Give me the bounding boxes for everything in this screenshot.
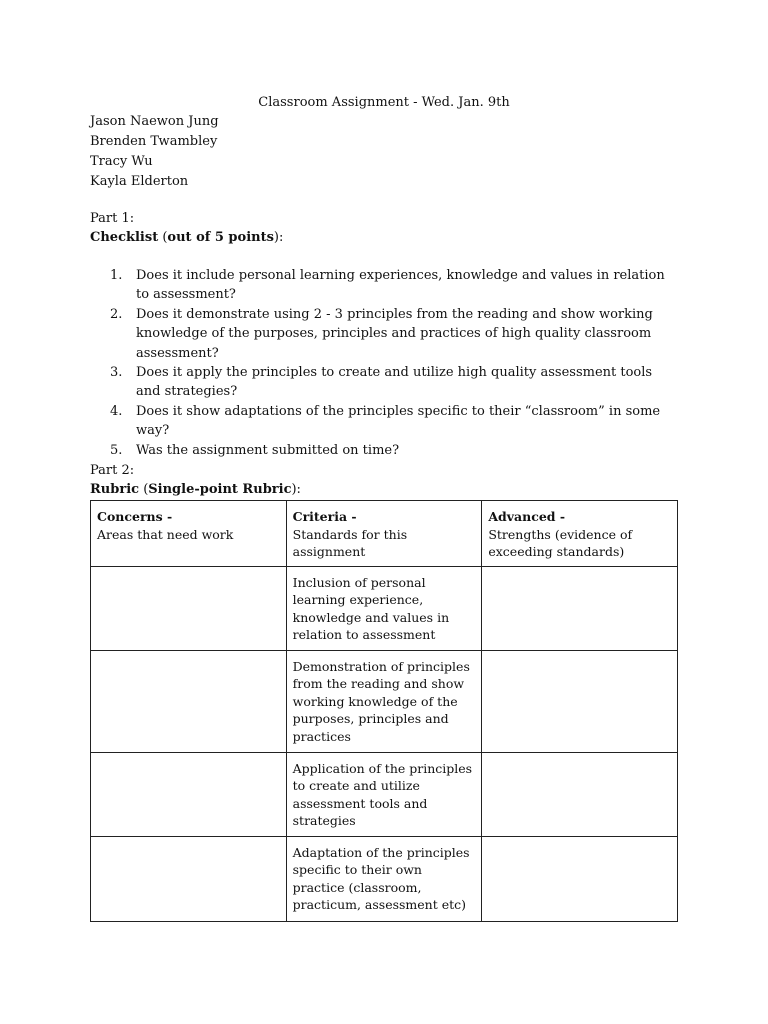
criteria-cell: Application of the principles to create and utilize assessment tools and strategies (286, 752, 482, 836)
author-name: Tracy Wu (90, 154, 153, 169)
part2-heading (90, 480, 301, 499)
author-name: Brenden Twambley (90, 134, 218, 149)
header-criteria (286, 501, 482, 567)
checklist-item (90, 305, 680, 363)
item-number: 1. (110, 268, 123, 283)
heading-bold: Rubric (90, 482, 140, 497)
header-title: Criteria - (292, 509, 357, 524)
heading-plain: ): (273, 230, 284, 245)
heading-plain: ( (139, 482, 149, 497)
checklist-item (90, 402, 680, 441)
item-number: 4. (110, 403, 123, 419)
item-number: 5. (110, 442, 123, 458)
advanced-cell (482, 566, 678, 650)
item-text: Was the assignment submitted on time? (136, 442, 400, 458)
author-list (90, 112, 219, 192)
checklist (90, 266, 680, 460)
concerns-cell (91, 752, 287, 836)
advanced-cell (482, 836, 678, 921)
item-text: Does it apply the principles to create and utilize high quality assessment tools and strategies? (136, 365, 653, 400)
advanced-cell (482, 752, 678, 836)
rubric-row (91, 566, 678, 650)
checklist-item (90, 441, 680, 460)
checklist-item (90, 363, 680, 402)
criteria-cell: Adaptation of the principles specific to their own practice (classroom, practicum, assessment etc) (286, 836, 482, 921)
part1-heading (90, 228, 283, 247)
item-text: Does it include personal learning experiences, knowledge and values in relation to assessment? (136, 268, 665, 303)
header-advanced (482, 501, 678, 567)
rubric-row (91, 752, 678, 836)
header-subtitle: Standards for this assignment (292, 526, 408, 559)
concerns-cell (91, 566, 287, 650)
header-subtitle: Strengths (evidence of exceeding standards) (488, 526, 633, 559)
item-number: 2. (110, 306, 123, 322)
document-title: Classroom Assignment - Wed. Jan. 9th (258, 95, 510, 110)
part2-label: Part 2: (90, 463, 135, 478)
header-title: Concerns - (97, 509, 173, 524)
heading-plain: ): (291, 482, 301, 497)
item-text: Does it demonstrate using 2 - 3 principles from the reading and show working knowledge of the purposes, principles and practices of high quality classroom assessment? (136, 306, 653, 361)
criteria-cell: Inclusion of personal learning experience, knowledge and values in relation to assessment (286, 566, 482, 650)
part1-label: Part 1: (90, 211, 135, 226)
rubric-row (91, 650, 678, 752)
criteria-cell: Demonstration of principles from the reading and show working knowledge of the purposes, principles and practices (286, 650, 482, 752)
item-text: Does it show adaptations of the principles specific to their “classroom” in some way? (136, 403, 661, 439)
advanced-cell (482, 650, 678, 752)
heading-plain: ( (158, 230, 168, 245)
author-name: Kayla Elderton (90, 174, 189, 189)
concerns-cell (91, 650, 287, 752)
rubric-row (91, 836, 678, 921)
author-name: Jason Naewon Jung (90, 114, 219, 129)
header-title: Advanced - (488, 509, 566, 524)
header-concerns (91, 501, 287, 567)
header-subtitle: Areas that need work (97, 526, 234, 542)
heading-bold: Checklist (90, 230, 159, 245)
item-number: 3. (110, 365, 123, 381)
rubric-header-row (91, 501, 678, 567)
rubric-table (90, 500, 678, 922)
concerns-cell (91, 836, 287, 921)
checklist-item (90, 266, 680, 305)
heading-bold: Single-point Rubric (148, 482, 292, 497)
heading-bold: out of 5 points (167, 230, 274, 245)
